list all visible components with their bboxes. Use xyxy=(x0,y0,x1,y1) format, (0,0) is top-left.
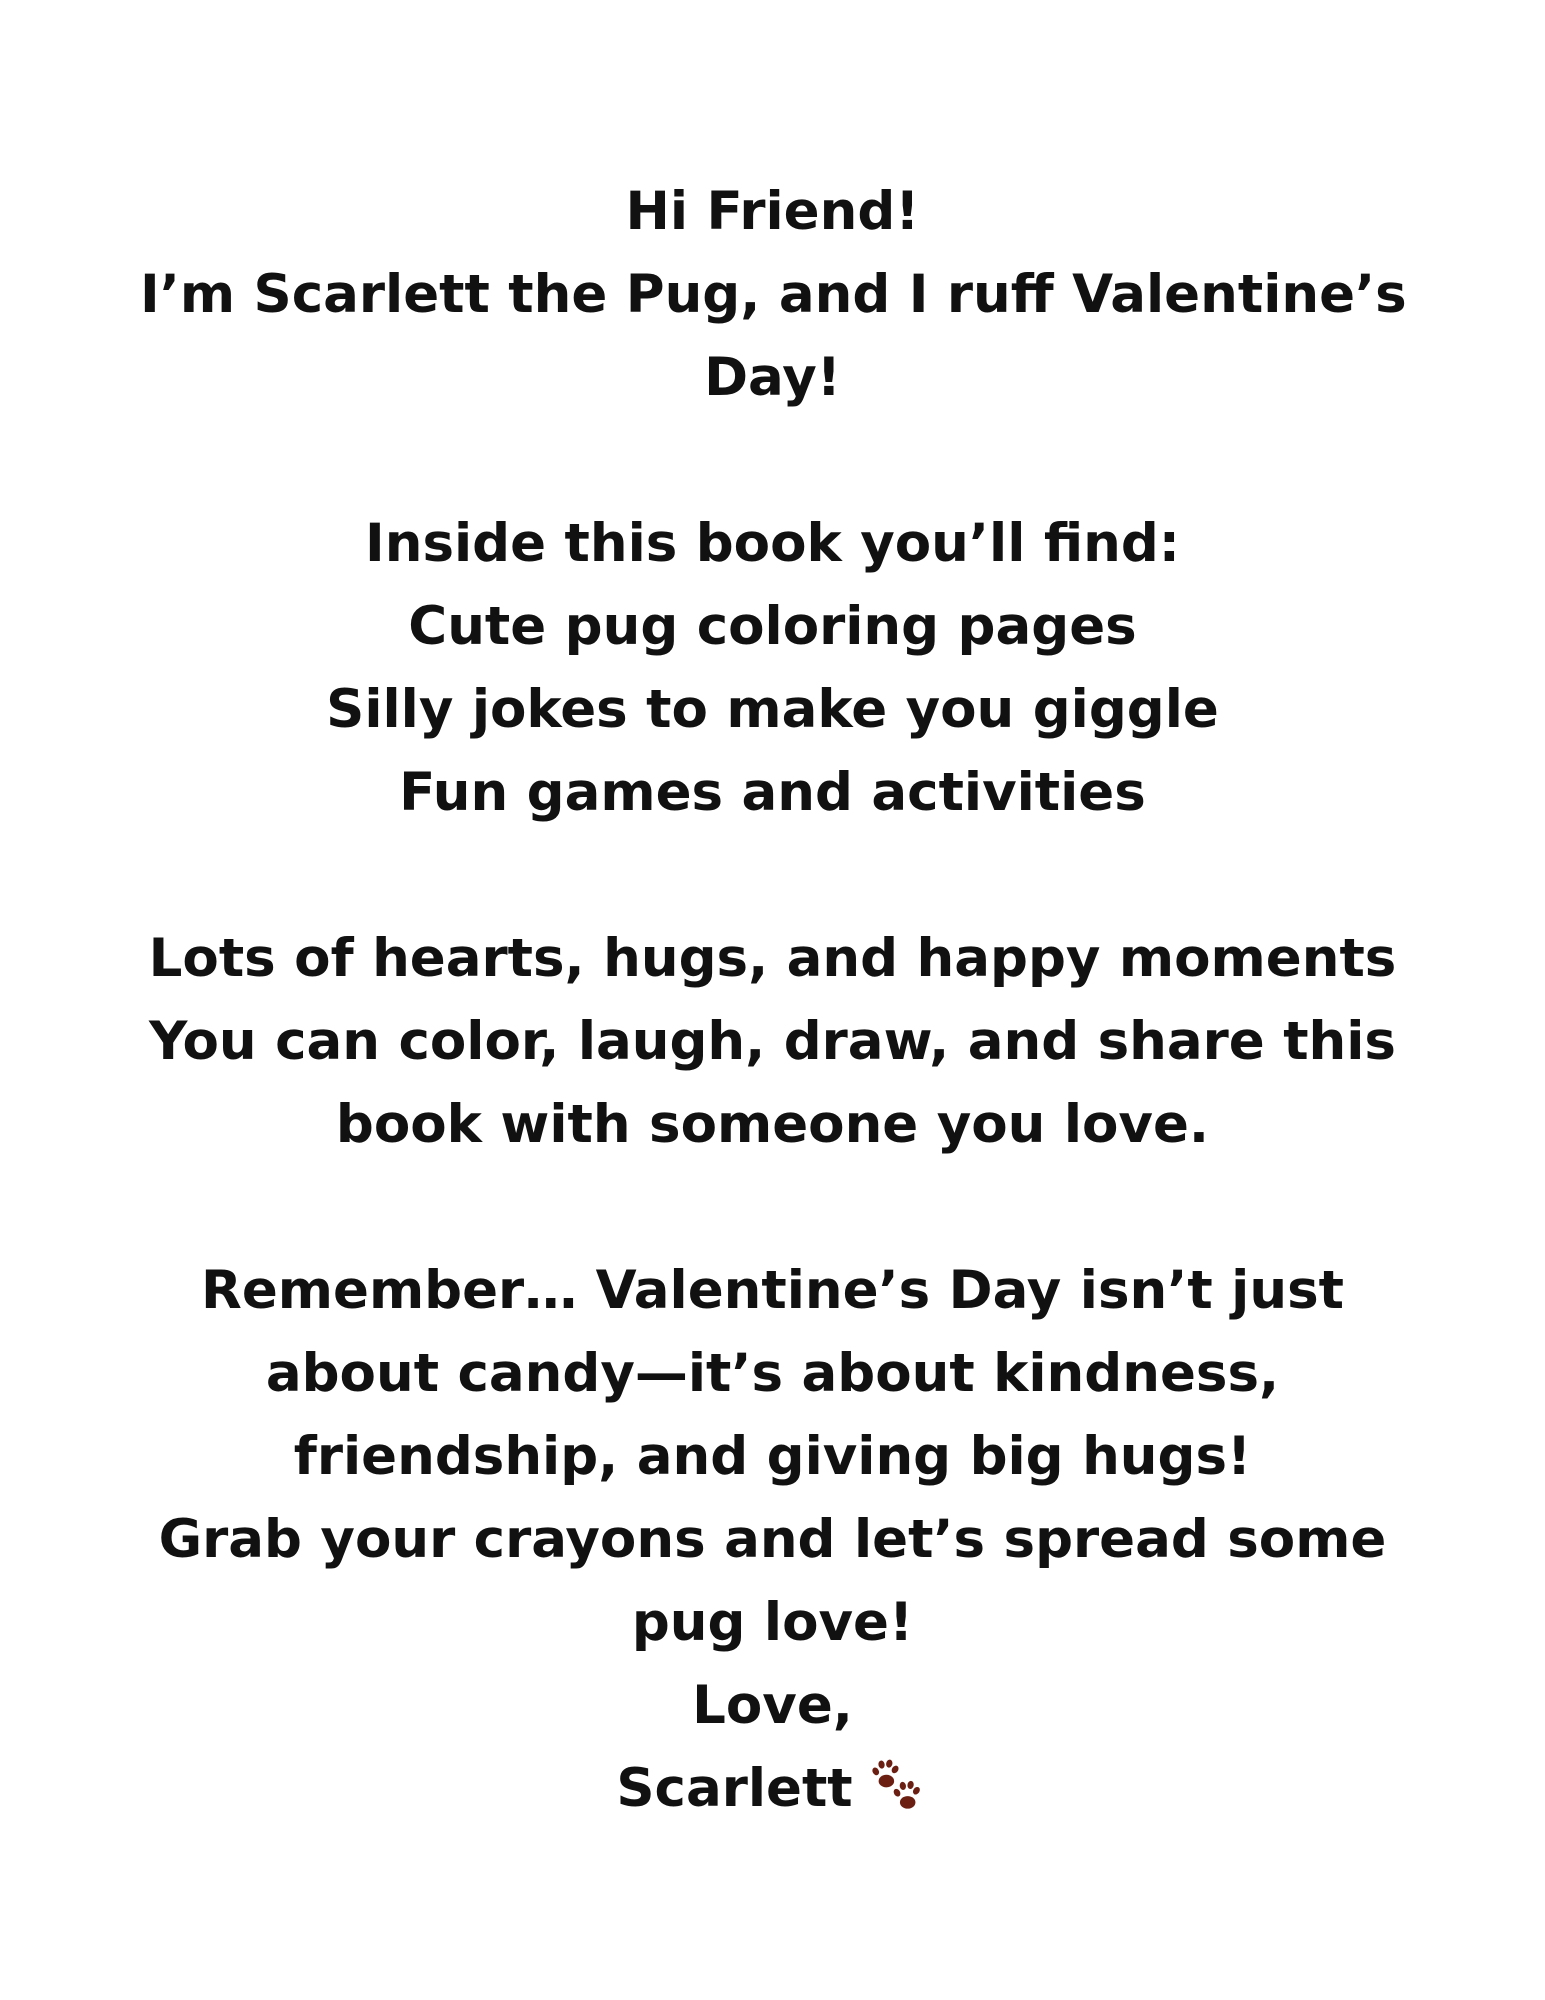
paragraph-gap xyxy=(140,419,1405,502)
inside-item: Silly jokes to make you giggle xyxy=(326,679,1219,740)
greeting: Hi Friend! xyxy=(625,181,920,242)
paw-prints-icon xyxy=(867,1752,929,1814)
inside-item: Cute pug coloring pages xyxy=(408,596,1137,657)
lots-line: book with someone you love. xyxy=(335,1094,1210,1155)
paragraph-gap xyxy=(140,834,1405,917)
grab-line: pug love! xyxy=(631,1592,914,1653)
lots-line: You can color, laugh, draw, and share this xyxy=(149,1011,1396,1072)
remember-line: about candy—it’s about kindness, xyxy=(265,1343,1280,1404)
remember-line: friendship, and giving big hugs! xyxy=(293,1426,1252,1487)
inside-item: Fun games and activities xyxy=(399,762,1146,823)
signoff: Love, xyxy=(692,1675,853,1736)
grab-line: Grab your crayons and let’s spread some xyxy=(158,1509,1387,1570)
intro-line: Day! xyxy=(704,347,841,408)
signature: Scarlett xyxy=(616,1758,853,1819)
remember-line: Remember… Valentine’s Day isn’t just xyxy=(201,1260,1344,1321)
letter-body xyxy=(140,170,1405,1830)
intro-line: I’m Scarlett the Pug, and I ruff Valentine’s xyxy=(140,264,1407,325)
inside-heading: Inside this book you’ll find: xyxy=(365,513,1180,574)
paragraph-gap xyxy=(140,1166,1405,1249)
signature-line xyxy=(140,1747,1405,1830)
lots-line: Lots of hearts, hugs, and happy moments xyxy=(148,928,1397,989)
